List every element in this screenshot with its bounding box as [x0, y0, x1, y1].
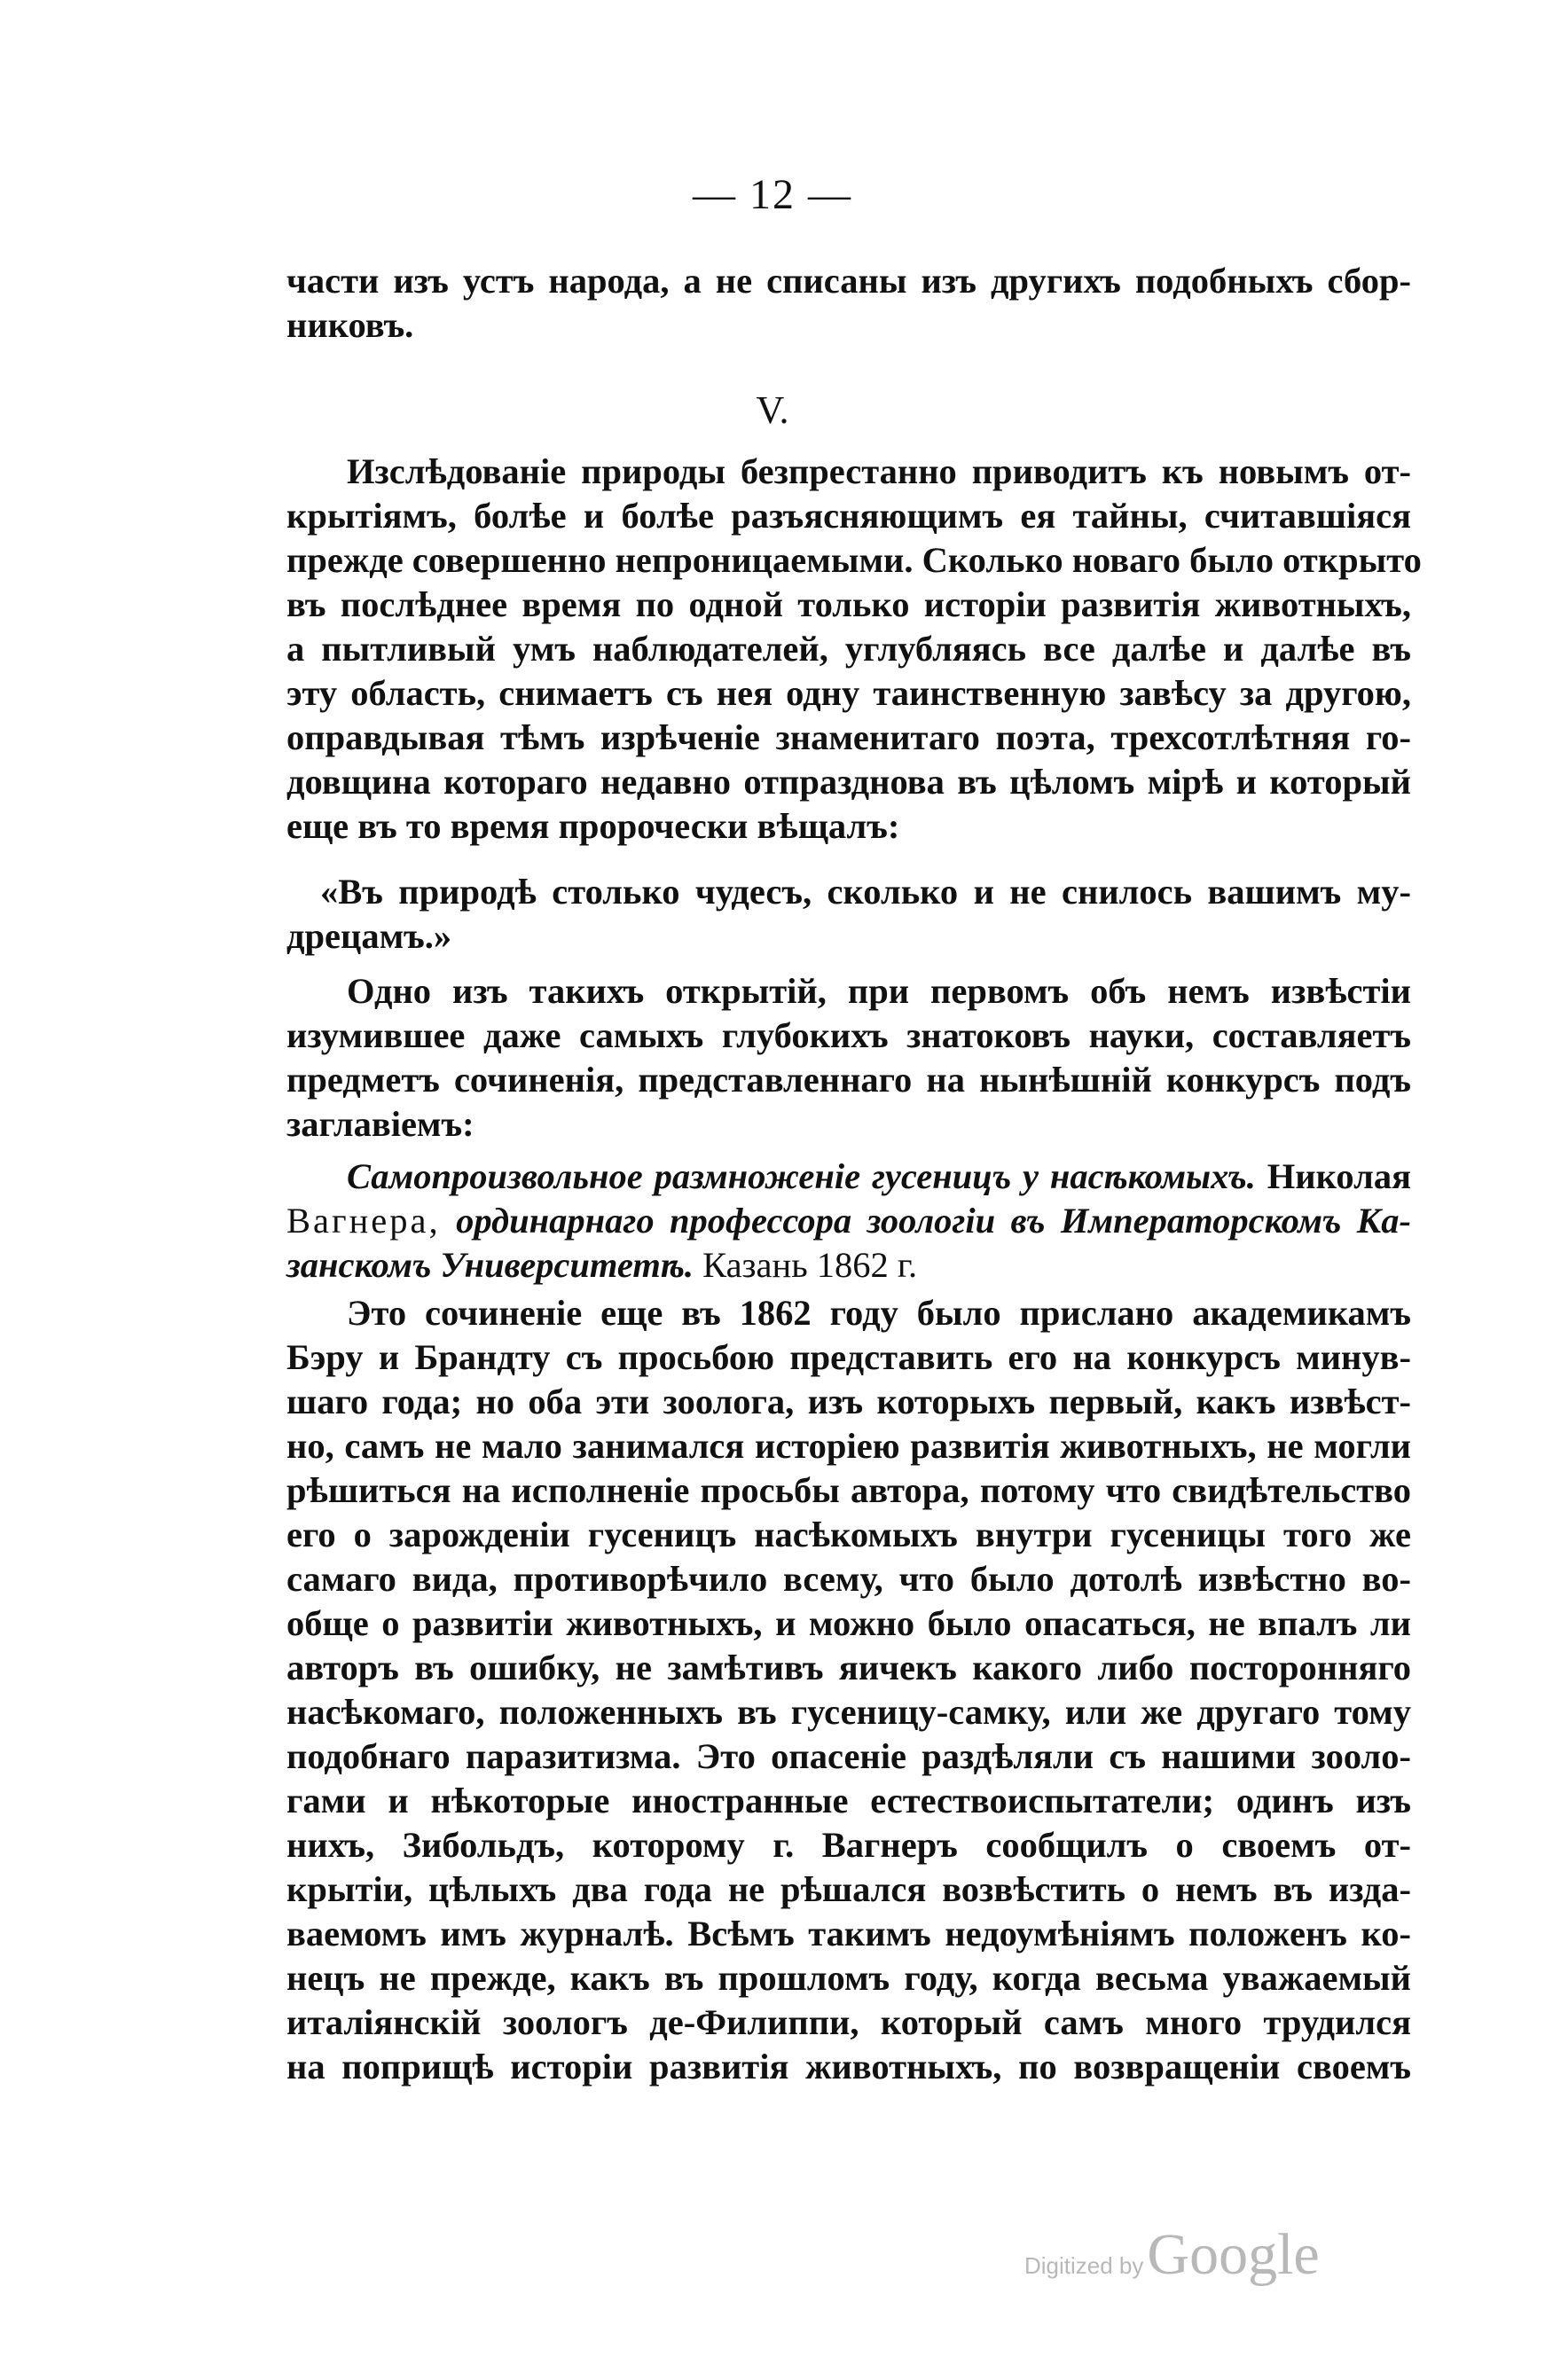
text-line: Одно изъ такихъ открытій, при первомъ объ немъ извѣстіи: [347, 971, 1411, 1011]
quote-paragraph: [286, 870, 1411, 959]
text-line: еще въ то время пророчески вѣщалъ:: [286, 806, 900, 846]
citation-line-2: [286, 1199, 1411, 1243]
text-line: Это сочиненіе еще въ 1862 году было прислано академикамъ: [347, 1293, 1411, 1333]
opening-paragraph: [286, 259, 1411, 348]
text-line: оправдывая тѣмъ изрѣченіе знаменитаго поэта, трехсотлѣтняя го-: [286, 717, 1411, 757]
text-line: ваемомъ имъ журналѣ. Всѣмъ такимъ недоумѣніямъ положенъ ко-: [286, 1914, 1411, 1953]
citation-position-cont: занскомъ Университетѣ.: [286, 1245, 694, 1285]
text-line: насѣкомаго, положенныхъ въ гусеницу-самку, или же другаго тому: [286, 1692, 1411, 1732]
text-line: «Въ природѣ столько чудесъ, сколько и не снилось вашимъ му-: [320, 872, 1411, 912]
text-line: но, самъ не мало занимался исторіею развитія животныхъ, не могли: [286, 1426, 1411, 1466]
text-line: на поприщѣ исторіи развитія животныхъ, по возвращеніи своемъ: [286, 2047, 1411, 2086]
text-line: эту область, снимаетъ съ нея одну таинственную завѣсу за другою,: [286, 673, 1411, 713]
text-line: заглавіемъ:: [286, 1104, 474, 1144]
text-line: довщина котораго недавно отпразднова въ цѣломъ мірѣ и который: [286, 762, 1411, 802]
citation-author-last: Вагнера,: [286, 1201, 441, 1241]
paragraph-2: [286, 969, 1411, 1147]
text-line: крытіямъ, болѣе и болѣе разъясняющимъ ея тайны, считавшіяся: [286, 496, 1411, 536]
text-line: самаго вида, противорѣчило всему, что было дотолѣ извѣстно во-: [286, 1559, 1411, 1599]
text-line: обще о развитіи животныхъ, и можно было опасаться, не впалъ ли: [286, 1603, 1411, 1643]
text-line: дрецамъ.»: [286, 916, 452, 956]
citation-line-1: [286, 1155, 1411, 1199]
text-line: подобнаго паразитизма. Это опасеніе раздѣляли съ нашими зооло-: [286, 1736, 1411, 1776]
text-line: въ послѣднее время по одной только исторіи развитія животныхъ,: [286, 584, 1411, 624]
google-logo: Google: [1147, 2222, 1320, 2287]
digitized-watermark: [1024, 2221, 1320, 2289]
text-line: предметъ сочиненія, представленнаго на нынѣшній конкурсъ подъ: [286, 1060, 1411, 1100]
text-line: крытіи, цѣлыхъ два года не рѣшался возвѣстить о немъ въ изда-: [286, 1869, 1411, 1909]
paragraph-3: [286, 1291, 1411, 2089]
text-line: италіянскій зоологъ де-Филиппи, который самъ много трудился: [286, 2002, 1411, 2042]
text-line: части изъ устъ народа, а не списаны изъ другихъ подобныхъ сбор-: [286, 261, 1411, 301]
citation-position: ординарнаго профессора зоологіи въ Императорскомъ Ка-: [456, 1201, 1412, 1241]
text-line: а пытливый умъ наблюдателей, углубляясь все далѣе и далѣе въ: [286, 629, 1411, 669]
paragraph-1: [286, 450, 1422, 849]
text-line: Бэру и Брандту съ просьбою представить его на конкурсъ минув-: [286, 1337, 1411, 1377]
citation-title: Самопроизвольное размноженіе гусеницъ у насѣкомыхъ.: [347, 1156, 1256, 1196]
text-line: его о зарожденіи гусеницъ насѣкомыхъ внутри гусеницы того же: [286, 1515, 1411, 1554]
citation-line-3: [286, 1243, 1411, 1288]
text-line: шаго года; но оба эти зоолога, изъ которыхъ первый, какъ извѣст-: [286, 1382, 1411, 1421]
watermark-prefix: Digitized by: [1024, 2252, 1144, 2279]
citation-place-year: Казань 1862 г.: [702, 1245, 918, 1285]
text-line: изумившее даже самыхъ глубокихъ знатоковъ науки, составляетъ: [286, 1015, 1411, 1055]
text-line: рѣшиться на исполненіе просьбы автора, потому что свидѣтельство: [286, 1470, 1411, 1510]
text-line: Изслѣдованіе природы безпрестанно приводитъ къ новымъ от-: [347, 451, 1411, 491]
text-line: гами и нѣкоторые иностранные естествоиспытатели; одинъ изъ: [286, 1781, 1411, 1820]
citation: [286, 1155, 1411, 1288]
text-line: нецъ не прежде, какъ въ прошломъ году, когда весьма уважаемый: [286, 1958, 1411, 1998]
text-line: авторъ въ ошибку, не замѣтивъ яичекъ какого либо посторонняго: [286, 1648, 1411, 1687]
page-number: — 12 —: [693, 171, 852, 218]
text-line: нихъ, Зибольдъ, которому г. Вагнеръ сообщилъ о своемъ от-: [286, 1825, 1411, 1865]
text-line: никовъ.: [286, 305, 414, 345]
text-line: прежде совершенно непроницаемыми. Сколько новаго было открыто: [286, 540, 1422, 580]
section-heading: V.: [756, 388, 789, 432]
citation-author-first: Николая: [1267, 1156, 1412, 1196]
